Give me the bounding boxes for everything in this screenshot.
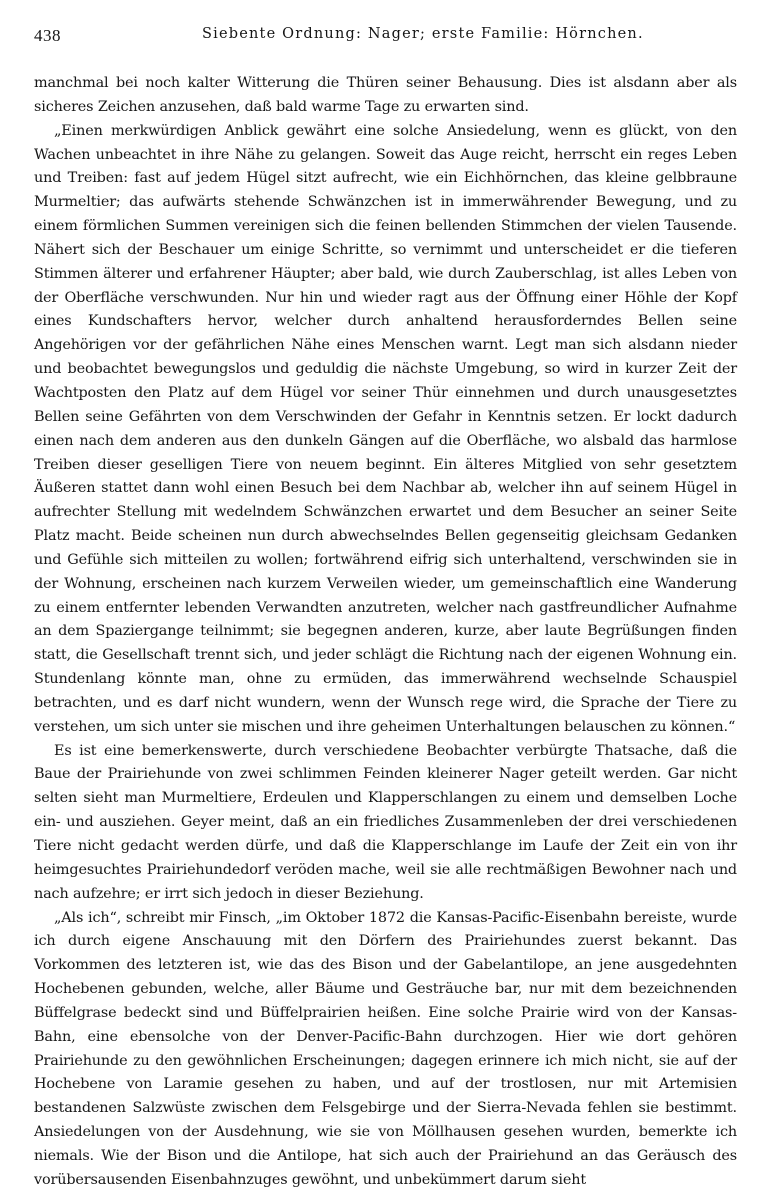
- page-number: 438: [34, 26, 61, 45]
- paragraph-quote-observation: „Einen merkwürdigen Anblick gewährt eine solche Ansiedelung, wenn es glückt, von den Wachen unbeachtet in ihre Nähe zu gelangen. Soweit das Auge reicht, herrscht ein reges Leben und Treiben: fast auf jedem Hügel sitzt aufrecht, wie ein Eichhörnchen, das kleine gelbbraune Murmeltier; das aufwärts stehende Schwänzchen ist in immerwährender Bewegung, und zu einem förmlichen Summen vereinigen sich die feinen bellenden Stimmchen der vielen Tausende. Nähert sich der Beschauer um einige Schritte, so vernimmt und unterscheidet er die tieferen Stimmen älterer und erfahrener Häupter; aber bald, wie durch Zauberschlag, ist alles Leben von der Oberfläche verschwunden. Nur hin und wieder ragt aus der Öffnung einer Höhle der Kopf eines Kundschafters hervor, welcher durch anhaltend herausforderndes Bellen seine Angehörigen vor der gefährlichen Nähe eines Menschen warnt. Legt man sich alsdann nieder und beobachtet bewegungslos und geduldig die nächste Umgebung, so wird in kurzer Zeit der Wachtposten den Platz auf dem Hügel vor seiner Thür einnehmen und durch unausgesetztes Bellen seine Gefährten von dem Verschwinden der Gefahr in Kenntnis setzen. Er lockt dadurch einen nach dem anderen aus den dunkeln Gängen auf die Oberfläche, wo alsbald das harmlose Treiben dieser geselligen Tiere von neuem beginnt. Ein älteres Mitglied von sehr gesetztem Äußeren stattet dann wohl einen Besuch bei dem Nachbar ab, welcher ihn auf seinem Hügel in aufrechter Stellung mit wedelndem Schwänzchen erwartet und dem Besucher an seiner Seite Platz macht. Beide scheinen nun durch abwechselndes Bellen gegenseitig gleichsam Gedanken und Gefühle sich mitteilen zu wollen; fortwährend eifrig sich unterhaltend, verschwinden sie in der Wohnung, erscheinen nach kurzem Verweilen wieder, um gemeinschaftlich eine Wanderung zu einem entfernter lebenden Verwandten anzutreten, welcher nach gastfreundlicher Aufnahme an dem Spaziergange teilnimmt; sie begegnen anderen, kurze, aber laute Begrüßungen finden statt, die Gesellschaft trennt sich, und jeder schlägt die Richtung nach der eigenen Wohnung ein. Stundenlang könnte man, ohne zu ermüden, das immerwährend wechselnde Schauspiel betrachten, und es darf nicht wundern, wenn der Wunsch rege wird, die Sprache der Tiere zu verstehen, um sich unter sie mischen und ihre geheimen Unterhaltungen belauschen zu können.“: [34, 122, 737, 735]
- page-header: [34, 22, 737, 54]
- paragraph-burrow-enemies: Es ist eine bemerkenswerte, durch verschiedene Beobachter verbürgte Thatsache, daß die Baue der Prairiehunde von zwei schlimmen Feinden kleinerer Nager geteilt werden. Gar nicht selten sieht man Murmeltiere, Erdeulen und Klapperschlangen zu einem und demselben Loche ein- und ausziehen. Geyer meint, daß an ein friedliches Zusammenleben der drei verschiedenen Tiere nicht gedacht werden dürfe, und daß die Klapperschlange im Laufe der Zeit ein von ihr heimgesuchtes Prairiehundedorf veröden mache, weil sie alle rechtmäßigen Bewohner nach und nach aufzehre; er irrt sich jedoch in dieser Beziehung.: [34, 742, 737, 902]
- paragraph-finsch-report: „Als ich“, schreibt mir Finsch, „im Oktober 1872 die Kansas-Pacific-Eisenbahn bereiste, wurde ich durch eigene Anschauung mit den Dörfern des Prairiehundes zuerst bekannt. Das Vorkommen des letzteren ist, wie das des Bison und der Gabelantilope, an jene ausgedehnten Hochebenen gebunden, welche, aller Bäume und Gesträuche bar, nur mit dem bezeichnenden Büffelgrase bedeckt sind und Büffelprairien heißen. Eine solche Prairie wird von der Kansas-Bahn, eine ebensolche von der Denver-Pacific-Bahn durchzogen. Hier wie dort gehören Prairiehunde zu den gewöhnlichen Erscheinungen; dagegen erinnere ich mich nicht, sie auf der Hochebene von Laramie gesehen zu haben, und auf der trostlosen, nur mit Artemisien bestandenen Salzwüste zwischen dem Felsgebirge und der Sierra-Nevada fehlen sie bestimmt. Ansiedelungen von der Ausdehnung, wie sie von Möllhausen gesehen wurden, bemerkte ich niemals. Wie der Bison und die Antilope, hat sich auch der Prairiehund an das Geräusch des vorübersausenden Eisenbahnzuges gewöhnt, und unbekümmert darum sieht: [34, 909, 737, 1188]
- body-text: [34, 72, 737, 1193]
- running-head: Siebente Ordnung: Nager; erste Familie: Hörnchen.: [202, 26, 644, 42]
- paragraph-continued: manchmal bei noch kalter Witterung die Thüren seiner Behausung. Dies ist alsdann aber als sicheres Zeichen anzusehen, daß bald warme Tage zu erwarten sind.: [34, 75, 737, 115]
